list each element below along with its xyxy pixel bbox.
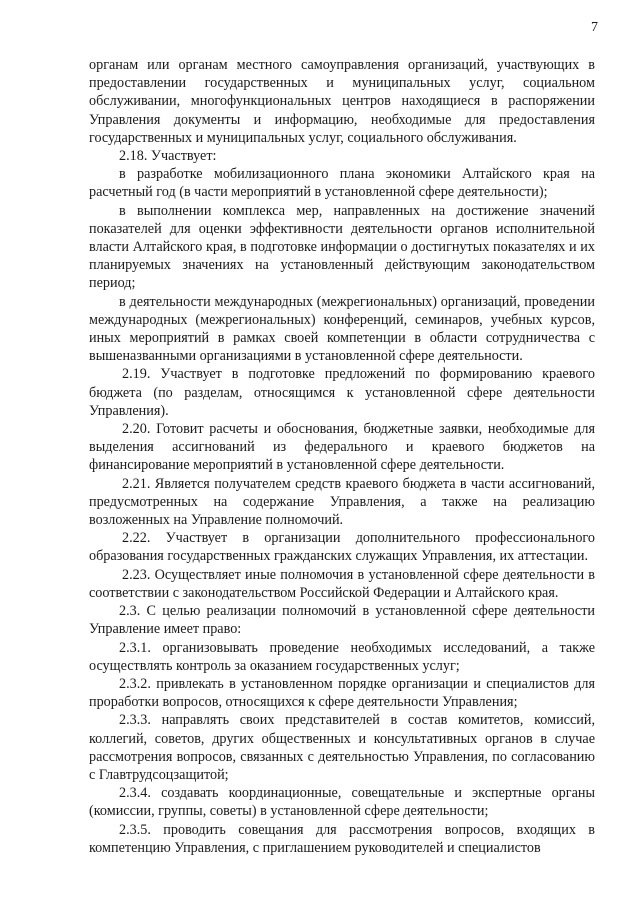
paragraph-efficiency-indicators: в выполнении комплекса мер, направленных на достижение значений показателей для оценки эффективности деятельности органов исполнительной власти Алтайского края, в подготовке информации о достигнутых показателях и их планируемых значениях на установленный действующим законодательством период; [89, 202, 595, 292]
paragraph-2-18: 2.18. Участвует: [119, 148, 217, 165]
paragraph-2-19: 2.19. Участвует в подготовке предложений по формированию краевого бюджета (по разделам, относящимся к установленной сфере деятельности Управления). [89, 366, 595, 419]
paragraph-international-activity: в деятельности международных (межрегиональных) организаций, проведении международных (межрегиональных) конференций, семинаров, учебных курсов, иных мероприятий в рамках своей компетенции в области сотрудничества с вышеназванными организациями в установленной сфере деятельности. [89, 293, 595, 365]
document-body [89, 56, 595, 857]
paragraph-continuation: органам или органам местного самоуправления организаций, участвующих в предоставлении государственных и муниципальных услуг, социальном обслуживании, многофункциональных центров находящиеся в распоряжении Управления документы и информацию, необходимые для предоставления государственных и муниципальных услуг, социального обслуживания. [89, 57, 595, 146]
paragraph-2-3-5: 2.3.5. проводить совещания для рассмотрения вопросов, входящих в компетенцию Управления, с приглашением руководителей и специалистов [89, 821, 595, 856]
paragraph-2-23: 2.23. Осуществляет иные полномочия в установленной сфере деятельности в соответствии с законодательством Российской Федерации и Алтайского края. [89, 566, 595, 601]
paragraph-2-3: 2.3. С целью реализации полномочий в установленной сфере деятельности Управление имеет право: [89, 603, 595, 638]
paragraph-2-22: 2.22. Участвует в организации дополнительного профессионального образования государственных гражданских служащих Управления, их аттестации. [89, 530, 595, 565]
paragraph-2-3-2: 2.3.2. привлекать в установленном порядке организации и специалистов для проработки вопросов, относящихся к сфере деятельности Управления; [89, 675, 595, 711]
paragraph-2-3-4: 2.3.4. создавать координационные, совещательные и экспертные органы (комиссии, группы, советы) в установленной сфере деятельности; [89, 785, 595, 820]
paragraph-2-3-1: 2.3.1. организовывать проведение необходимых исследований, а также осуществлять контроль за оказанием государственных услуг; [89, 639, 595, 674]
paragraph-mobilization-plan: в разработке мобилизационного плана экономики Алтайского края на расчетный год (в части мероприятий в установленной сфере деятельности); [89, 166, 595, 201]
paragraph-2-3-3: 2.3.3. направлять своих представителей в состав комитетов, комиссий, коллегий, советов, других общественных и консультативных органов в случае рассмотрения вопросов, связанных с деятельностью Управления, по согласованию с Главтрудсоцзащитой; [89, 712, 595, 783]
paragraph-2-21: 2.21. Является получателем средств краевого бюджета в части ассигнований, предусмотренных на содержание Управления, а также на реализацию возложенных на Управление полномочий. [89, 475, 595, 529]
page-number: 7 [591, 20, 598, 35]
paragraph-2-20: 2.20. Готовит расчеты и обоснования, бюджетные заявки, необходимые для выделения ассигнований из федерального и краевого бюджетов на финансирование мероприятий в установленной сфере деятельности. [89, 421, 595, 474]
